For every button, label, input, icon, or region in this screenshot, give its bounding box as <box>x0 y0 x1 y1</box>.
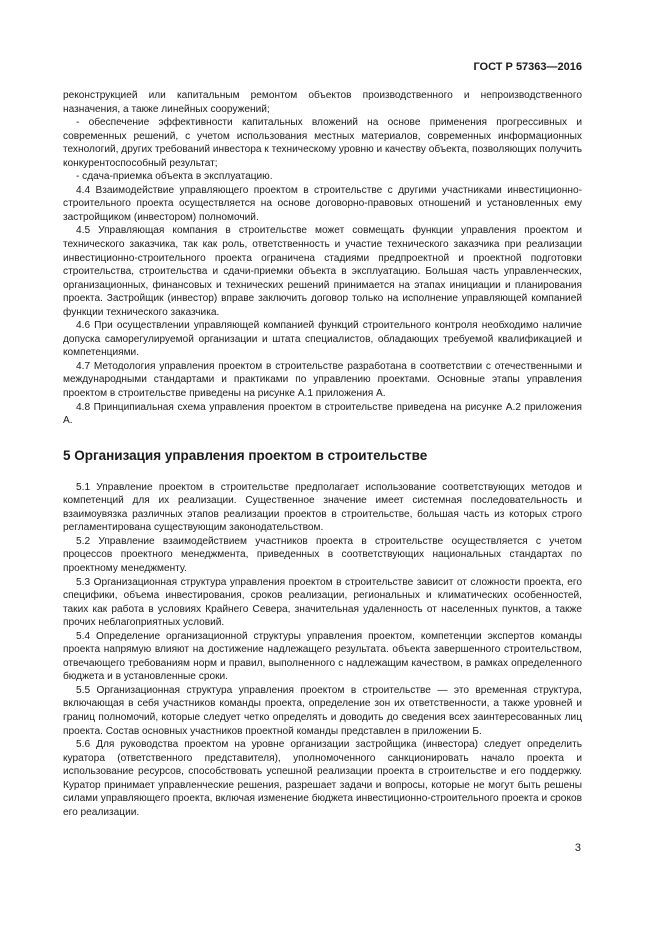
clause-4-4: 4.4 Взаимодействие управляющего проектом в строительстве с другими участниками инвестиционно-строительного проекта осуществляется на основе договорно-правовых отношений и установленных ему застройщиком (инвестором) полномочий. <box>63 184 582 223</box>
clause-5-3: 5.3 Организационная структура управления проектом в строительстве зависит от сложности проекта, его специфики, объема инвестирования, сроков реализации, региональных и климатических особенностей, таких как работа в условиях Крайнего Севера, значительная удаленность от населенных пунктов, а также прочих неблагоприятных условий. <box>63 576 582 629</box>
clause-5-2: 5.2 Управление взаимодействием участников проекта в строительстве осуществляется с учетом процессов проектного менеджмента, приведенных в соответствующих национальных стандартах по проектному менеджменту. <box>63 535 582 574</box>
clause-4-8: 4.8 Принципиальная схема управления проектом в строительстве приведена на рисунке А.2 приложения А. <box>63 401 582 427</box>
clause-4-7: 4.7 Методология управления проектом в строительстве разработана в соответствии с отечественными и международными стандартами и практиками по управлению проектами. Основные этапы управления проектом в строительстве приведены на рисунке А.1 приложения А. <box>63 360 582 400</box>
clause-5-5: 5.5 Организационная структура управления проектом в строительстве — это временная структура, включающая в себя участников команды проекта, определение зон их ответственности, а также уровней и границ полномочий, которые следует четко определять и доводить до сведения всех заинтересованных лиц проекта. Состав основных участников проектной команды представлен в приложении Б. <box>63 684 582 737</box>
document-code: ГОСТ Р 57363—2016 <box>473 61 582 73</box>
page-number: 3 <box>574 842 581 854</box>
paragraph-continuation: реконструкцией или капитальным ремонтом объектов производственного и непроизводственного назначения, а также линейных сооружений; <box>63 90 582 115</box>
clause-5-4: 5.4 Определение организационной структуры управления проектом, компетенции экспертов команды проекта напрямую влияют на достижение надлежащего результата. объекта завершенного строительством, отвечающего требованиям норм и правил, выполненного с надлежащим качеством, в рамках определенного бюджета и в установленные сроки. <box>63 630 582 683</box>
list-item-handover: - сдача-приемка объекта в эксплуатацию. <box>76 171 273 183</box>
section-5-heading: 5 Организация управления проектом в строительстве <box>63 447 428 463</box>
clause-5-1: 5.1 Управление проектом в строительстве предполагает использование соответствующих методов и компетенций для их реализации. Существенное значение имеет системная последовательность и взаимоувязка различных этапов реализации проектов в строительстве, большая часть из которых строго регламентирована существующим законодательством. <box>63 481 582 534</box>
clause-4-5: 4.5 Управляющая компания в строительстве может совмещать функции управления проектом и технического заказчика, так как роль, ответственность и участие технического заказчика при реализации инвестиционно-строительного проекта ограничена стадиями предпроектной и проектной подготовки строительства, строительства и сдачи-приемки объекта в эксплуатацию. Большая часть управленческих, организационных, финансовых и технических решений принимается на этапах инициации и планирования проекта. Застройщик (инвестор) вправе заключить договор только на исполнение управляющей компанией функции технического заказчика. <box>63 225 582 318</box>
list-item-efficiency: - обеспечение эффективности капитальных вложений на основе применения прогрессивных и современных решений, с учетом использования местных материалов, современных информационных технологий, других требований инвестора к техническому уровню и качеству объекта, позволяющих получить конкурентоспособный результат; <box>63 117 582 169</box>
clause-4-6: 4.6 При осуществлении управляющей компанией функций строительного контроля необходимо наличие допуска саморегулируемой организации и штата специалистов, обладающих требуемой квалификацией и компетенциями. <box>63 320 582 359</box>
page-body <box>63 89 582 819</box>
clause-5-6: 5.6 Для руководства проектом на уровне организации застройщика (инвестора) следует определить куратора (ответственного представителя), уполномоченного санкционировать начало проекта и использование ресурсов, способствовать успешной реализации проекта в строительстве и его поддержку. Куратор принимает управленческие решения, разрешает задачи и вопросы, которые не могут быть решены силами управляющего проекта, включая изменение бюджета инвестиционно-строительного проекта и сроков его реализации. <box>63 739 582 818</box>
